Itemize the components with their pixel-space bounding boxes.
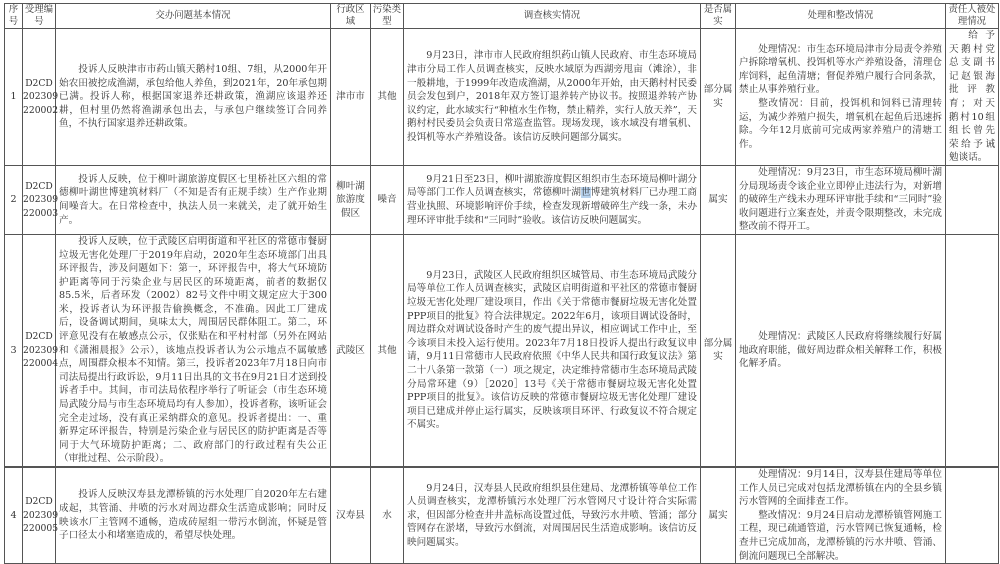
header-row	[5, 4, 999, 29]
header-id: 受理编号	[23, 4, 56, 29]
row-no: 2	[5, 165, 23, 234]
row-region: 津市市	[331, 29, 371, 166]
header-type: 污染类型	[371, 4, 404, 29]
row-issue: 投诉人反映，位于武陵区启明街道和平社区的常德市餐厨垃圾无害化处理厂于2019年启动，2020年生态环境部门出具环评报告，涉及问题如下：第一，环评报告中，将大气环境防护距离等同于污染企业与居民区的环境距离，前者的数据仅85.5米，后者环发（2002）82号文件中明文规定应大于300米，投诉者认为环评报告偷换概念，不准确。因此工厂建成后，设备调试期间，臭味太大，周围居民群体阻工。第二，环评意见没有在敏感点公示，仅张贴在和平村村部（另外在网站和《潇湘晨报》公示），该地点投诉者认为公示地点不属敏感点，周围群众根本不知情。第三，投诉者2023年7月18日向市司法局提出行政诉讼，9月11日出具的文书在9月21日才送到投诉者手中。其间，市司法局依程序举行了听证会（市生态环境局武陵分局与市生态环境局均有人参加），投诉者称，该听证会完全走过场，没有真正采纳群众的意见。投诉者提出：一、重新界定环评报告，特别是污染企业与居民区的防护距离是否等同于大气环境防护距离；二、政府部门的行政过程有失公正（审批过程、公示阶段）。	[56, 234, 331, 467]
row-region: 柳叶湖旅游度假区	[331, 165, 371, 234]
header-issue: 交办问题基本情况	[56, 4, 331, 29]
row-issue: 投诉人反映津市市药山镇天鹅村10组、7组，从2000年开始农田被挖成渔湖，承包给他人养鱼，到2021年，20年承包期已满。投诉人称，根据国家退养还耕政策，渔湖应该退养还耕，但村里仍然将渔湖承包出去，与承包户继续签订合同养鱼，不执行国家退养还耕政策。	[56, 29, 331, 166]
row-verified: 属实	[701, 467, 736, 564]
row-accountability	[946, 467, 999, 564]
header-accountability: 责任人被处理情况	[946, 4, 999, 29]
table-row	[5, 234, 999, 467]
row-id: D2CD 202309 220005	[23, 467, 56, 564]
header-verified: 是否属实	[701, 4, 736, 29]
row-accountability	[946, 165, 999, 234]
petition-handling-table	[4, 3, 999, 564]
row-handling: 处理情况：市生态环境局津市分局责令养殖户拆除增氧机、投饵机等水产养殖设备，清理仓库饲料，起鱼清塘；督促养殖户履行合同条款，禁止从事养殖行业。 整改情况：目前，投饵机和饲料已清理转运，为减少养殖户损失，增氧机在起鱼后迅速拆除。今年12月底前可完成两家养殖户的清塘工作。	[736, 29, 946, 166]
row-accountability	[946, 234, 999, 467]
table-row	[5, 165, 999, 234]
text-selection-highlight: 世	[581, 187, 591, 199]
table-row	[5, 29, 999, 166]
row-handling: 处理情况：9月14日，汉寿县住建局等单位工作人员已完成对包括龙潭桥镇在内的全县乡镇污水管网的全面排查工作。 整改情况：9月24日启动龙潭桥镇管网施工工程，现已疏通管道，污水管网已恢复通畅，检查井已完成加高，龙潭桥镇的污水井喷、管涌、倒流问题现已全部解决。	[736, 467, 946, 564]
row-investigation: 9月24日，汉寿县人民政府组织县住建局、龙潭桥镇等单位工作人员调查核实，龙潭桥镇污水处理厂污水管网尺寸设计符合实际需求，但因部分检查井井盖标高设置过低，导致污水井喷、管涌；部分管网存在淤堵，导致污水倒流，对周围居民生活造成影响。该信访反映问题属实。	[404, 467, 701, 564]
row-type: 水	[371, 467, 404, 564]
table-row	[5, 467, 999, 564]
row-verified: 部分属实	[701, 234, 736, 467]
row-investigation: 9月21日至23日，柳叶湖旅游度假区组织市生态环境局柳叶湖分局等部门工作人员调查核实，常德柳叶湖世博建筑材料厂已办理工商营业执照、环境影响评价手续，检查发现新增破碎生产线一条，未办理环评审批手续和“三同时”验收。该信访反映问题属实。	[404, 165, 701, 234]
row-type: 其他	[371, 29, 404, 166]
row-id: D2CD 202309 220002	[23, 29, 56, 166]
header-investigation: 调查核实情况	[404, 4, 701, 29]
row-no: 4	[5, 467, 23, 564]
row-region: 汉寿县	[331, 467, 371, 564]
row-handling: 处理情况：武陵区人民政府将继续履行好属地政府职能，做好周边群众相关解释工作，积极化解矛盾。	[736, 234, 946, 467]
row-issue: 投诉人反映汉寿县龙潭桥镇的污水处理厂自2020年左右建成起，其管涌、井喷的污水对周边群众生活造成影响；同时反映该水厂主管网不通畅，造成砖屋组一带污水倒流，怀疑是管子口径太小和堵塞造成的，希望尽快处理。	[56, 467, 331, 564]
row-no: 1	[5, 29, 23, 166]
header-region: 行政区域	[331, 4, 371, 29]
row-investigation: 9月23日，武陵区人民政府组织区城管局、市生态环境局武陵分局等单位工作人员调查核实，武陵区启明街道和平社区的常德市餐厨垃圾无害化处理厂建设项目，作出《关于常德市餐厨垃圾无害化处置PPP项目的批复》符合法律规定。2022年6月，该项目调试设备时，周边群众对调试设备时产生的废气提出异议，相应调试工作中止，至今该项目未投入运行使用。2023年7月18日投诉人提出行政复议申请，9月11日常德市人民政府依照《中华人民共和国行政复议法》第二十八条第一款第（一）项之规定，决定维持常德市生态环境局武陵分局常环建（9）［2020］13号《关于常德市餐厨垃圾无害化处置PPP项目的批复》。该信访反映的常德市餐厨垃圾无害化处理厂建设项目已建成并停止运行属实，反映该项目环评、行政复议不符合规定不属实。	[404, 234, 701, 467]
row-type: 其他	[371, 234, 404, 467]
row-region: 武陵区	[331, 234, 371, 467]
row-verified: 属实	[701, 165, 736, 234]
row-accountability: 给予天鹅村党总支副书记赵银海批评教育；对天鹅村10组组长曾先荣给予诫勉谈话。	[946, 29, 999, 166]
header-handling: 处理和整改情况	[736, 4, 946, 29]
row-type: 噪音	[371, 165, 404, 234]
row-investigation: 9月23日，津市市人民政府组织药山镇人民政府、市生态环境局津市分局工作人员调查核实，反映水域原为西湖旁甩亩（滩涂），非一般耕地，于1999年改造成渔湖，从2000年开始，由天鹅村村民委员会发包到户，2018年双方签订退养转产协议书。按照退养转产协议约定，此水域实行“种植水生作物，禁止精养，实行人放天养”，天鹅村村民委员会负责日常巡查监管。现场发现，该水域没有增氧机、投饵机等水产养殖设备。该信访反映问题部分属实。	[404, 29, 701, 166]
row-verified: 部分属实	[701, 29, 736, 166]
row-no: 3	[5, 234, 23, 467]
row-id: D2CD 202309 220004	[23, 234, 56, 467]
row-issue: 投诉人反映，位于柳叶湖旅游度假区七里桥社区六组的常德柳叶湖世博建筑材料厂（不知是否有正规手续）生产作业期间噪音大。在日常检查中，执法人员一来就关，走了就开始生产。	[56, 165, 331, 234]
row-id: D2CD 202309 220003	[23, 165, 56, 234]
header-no: 序号	[5, 4, 23, 29]
row-handling: 处理情况：9月23日，市生态环境局柳叶湖分局现场责令该企业立即停止违法行为，对新增的破碎生产线未办理环评审批手续和“三同时”验收问题进行立案查处，并责令限期整改，未完成整改前不得开工。	[736, 165, 946, 234]
